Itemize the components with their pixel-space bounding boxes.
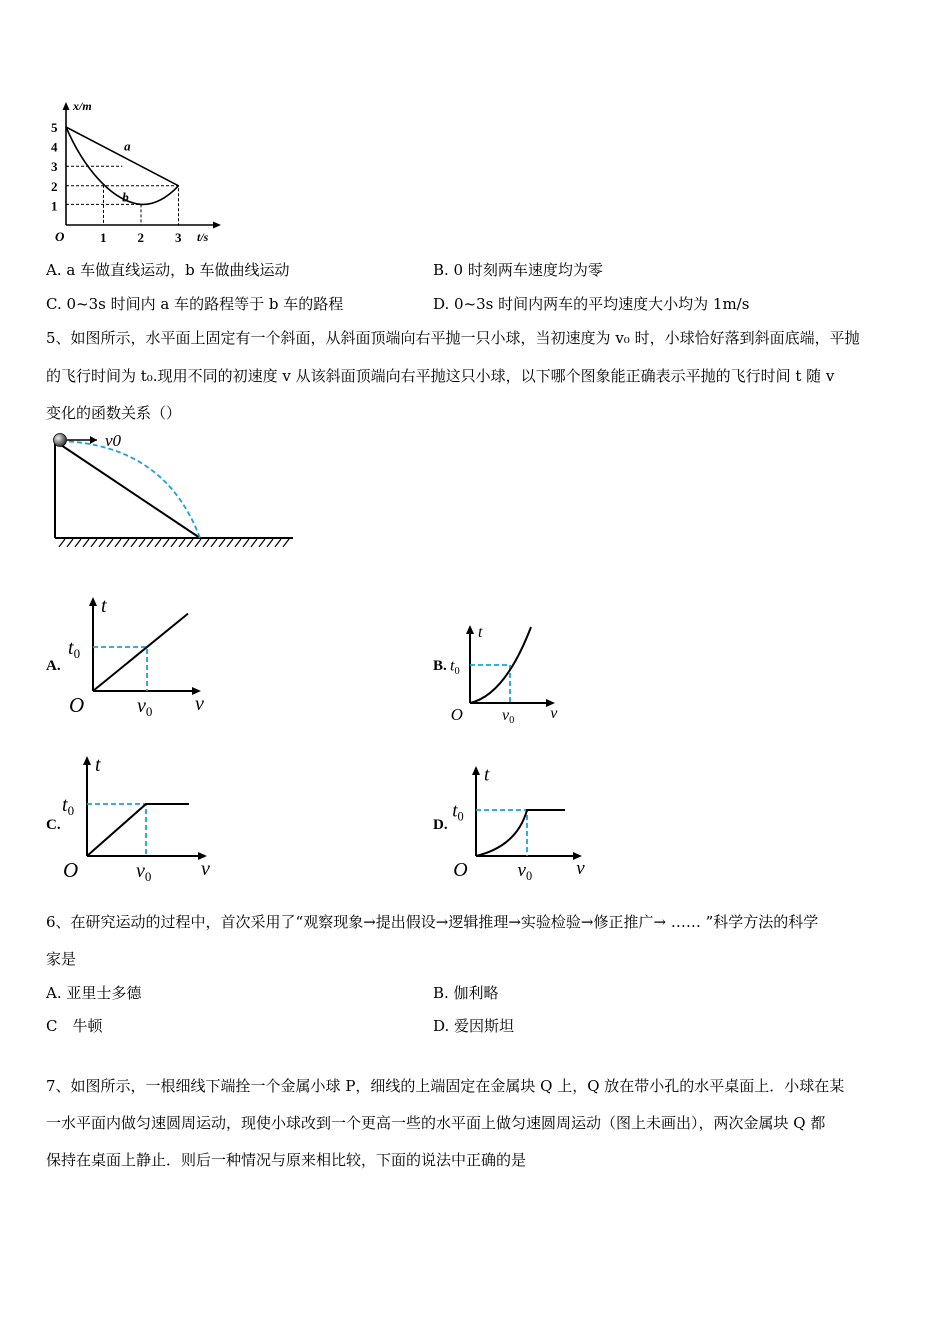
curve-parabola-cap [476, 810, 565, 856]
t-axis-arrow-icon [472, 766, 480, 775]
y-tick-label: 5 [51, 120, 58, 135]
t-label: t [101, 595, 107, 617]
option-c-label: C. [46, 817, 61, 833]
x-tick-label: 1 [100, 230, 107, 245]
q6-text-line2: 家是 [46, 950, 77, 968]
y-tick-label: 4 [51, 139, 58, 155]
q5-text-line1: 5、如图所示，水平面上固定有一个斜面，从斜面顶端向右平抛一只小球，当初速度为 v₀ 时，小球恰好落到斜面底端，平抛 [46, 329, 860, 347]
t0-label: $t_0$ [452, 800, 464, 824]
incline-figure [45, 425, 300, 555]
origin-label: O [450, 704, 463, 724]
v0-tick-label: $v_0$ [137, 695, 153, 719]
origin-label: O [69, 693, 85, 717]
q7-text-line1: 7、如图所示，一根细线下端拴一个金属小球 P，细线的上端固定在金属块 Q 上，Q 放在带小孔的水平桌面上．小球在某 [46, 1077, 845, 1095]
v-label: v [576, 858, 585, 880]
graph-a [66, 590, 216, 725]
v0-tick-label: $v_0$ [517, 859, 533, 883]
q6-option-b: B. 伽利略 [433, 984, 499, 1002]
ball-icon [54, 434, 67, 447]
guide-dashed [476, 810, 527, 856]
x-axis-label: t/s [197, 230, 209, 244]
series-a-label: a [124, 138, 131, 154]
series-b-label: b [122, 189, 129, 205]
q5-text-line3: 变化的函数关系（） [46, 404, 182, 422]
t-label: t [478, 624, 483, 641]
q4-option-b: B. 0 时刻两车速度均为零 [433, 261, 603, 279]
t-label: t [484, 764, 490, 786]
t-axis-arrow-icon [83, 756, 91, 765]
v0-label: v0 [105, 431, 122, 450]
q4-option-c: C. 0~3s 时间内 a 车的路程等于 b 车的路程 [46, 295, 344, 313]
q6-text-line1: 6、在研究运动的过程中，首次采用了“观察现象→提出假设→逻辑推理→实验检验→修正推广→ …… ”科学方法的科学 [46, 913, 819, 931]
x-tick-label: 3 [175, 230, 182, 245]
option-d-label: D. [433, 817, 448, 833]
y-axis-label: x/m [73, 99, 92, 113]
v-label: v [201, 858, 210, 880]
q7-text-line2: 一水平面内做匀速圆周运动，现使小球改到一个更高一些的水平面上做匀速圆周运动（图上未画出），两次金属块 Q 都 [46, 1114, 826, 1132]
q6-option-d: D. 爱因斯坦 [433, 1017, 515, 1035]
y-axis-arrow-icon [63, 102, 70, 110]
q6-option-a: A. 亚里士多德 [46, 984, 142, 1002]
v-label: v [195, 693, 204, 715]
origin-label: O [55, 229, 65, 244]
v0-tick-label: $v_0$ [502, 706, 515, 726]
t0-label: $t_0$ [68, 637, 81, 661]
x-axis-arrow-icon [213, 222, 221, 229]
t0-label: $t_0$ [62, 794, 75, 818]
option-b-label: B. [433, 658, 447, 674]
q5-text-line2: 的飞行时间为 t₀.现用不同的初速度 v 从该斜面顶端向右平抛这只小球，以下哪个图象能正确表示平抛的飞行时间 t 随 v [46, 367, 835, 385]
graph-b [445, 620, 570, 730]
series-a-line [66, 127, 179, 186]
t-axis-arrow-icon [466, 625, 474, 634]
y-tick-label: 3 [51, 159, 58, 175]
option-a-label: A. [46, 658, 61, 674]
origin-label: O [453, 858, 468, 881]
graph-c [60, 748, 220, 888]
q7-text-line3: 保持在桌面上静止．则后一种情况与原来相比较，下面的说法中正确的是 [46, 1151, 527, 1169]
y-tick-label: 2 [51, 178, 58, 194]
q4-option-d: D. 0~3s 时间内两车的平均速度大小均为 1m/s [433, 295, 750, 313]
guide-dashed [470, 665, 510, 703]
graph-d [450, 758, 590, 888]
v0-tick-label: $v_0$ [136, 860, 152, 884]
q4-option-a: A. a 车做直线运动，b 车做曲线运动 [46, 261, 290, 279]
curve-line-cap [87, 804, 189, 856]
t0-label: $t_0$ [450, 657, 460, 677]
t-label: t [95, 754, 101, 776]
q6-option-c: C 牛顿 [46, 1017, 103, 1035]
curve-line [93, 614, 188, 691]
v-label: v [550, 705, 558, 723]
origin-label: O [63, 858, 79, 882]
xt-graph [45, 95, 230, 250]
y-tick-label: 1 [51, 198, 58, 214]
x-tick-label: 2 [137, 230, 144, 245]
t-axis-arrow-icon [89, 597, 97, 606]
